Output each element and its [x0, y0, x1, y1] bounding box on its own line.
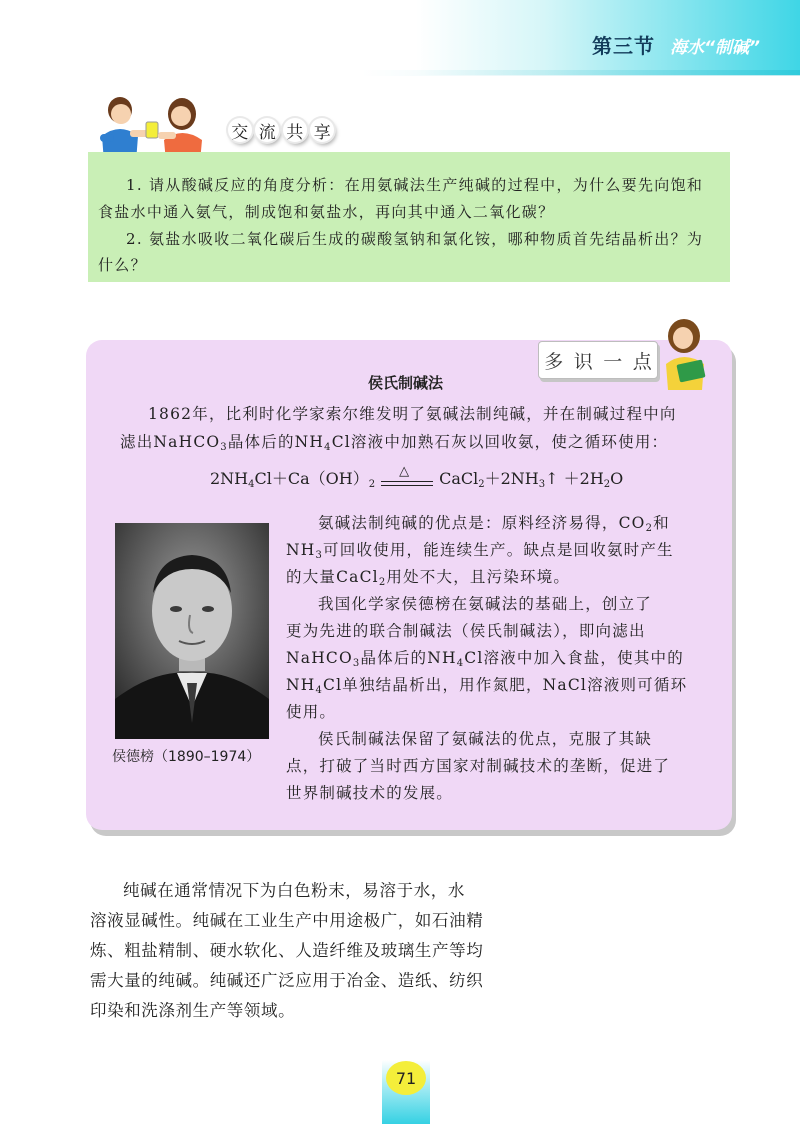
paragraph-1-line-2 [120, 429, 720, 461]
exchange-badge-char: 流 [255, 118, 279, 142]
subscript: 2 [478, 479, 485, 490]
subscript: 2 [368, 479, 376, 490]
text-run: NH [286, 541, 316, 559]
question-2-line-2: 什么？ [98, 256, 147, 274]
paragraph-4-line-1: 侯氏制碱法保留了氨碱法的优点，克服了其缺 [318, 730, 653, 748]
more-knowledge-badge [538, 341, 658, 379]
exchange-badge-char: 交 [228, 118, 252, 142]
question-1-line-2: 食盐水中通入氨气，制成饱和氨盐水，再向其中通入二氧化碳？ [98, 203, 555, 221]
text-run: O [610, 469, 624, 488]
body-paragraph [90, 876, 522, 1026]
text-run: 晶体后的NH [227, 433, 325, 451]
heat-condition-arrow [379, 463, 435, 490]
subscript: 3 [538, 479, 546, 490]
reading-girl-illustration [656, 318, 716, 390]
paragraph-3-line-2: 更为先进的联合制碱法（侯氏制碱法），即向滤出 [286, 622, 646, 640]
exchange-badge [226, 110, 336, 150]
box-title: 侯氏制碱法 [368, 374, 444, 392]
text-run: Cl单独结晶析出，用作氮肥，NaCl溶液则可循环 [323, 676, 688, 694]
text-run: 用处不大，且污染环境。 [386, 568, 571, 586]
subscript: 4 [248, 479, 255, 490]
subscript: 3 [220, 442, 228, 453]
subscript: 4 [324, 442, 332, 453]
text-run: 2NH [210, 469, 249, 488]
subscript: 3 [352, 658, 361, 669]
body-line: 印染和洗涤剂生产等领域。 [90, 1001, 296, 1020]
subscript: 2 [645, 523, 654, 534]
text-run: NH [286, 676, 316, 694]
subscript: 4 [456, 658, 465, 669]
text-run: 滤出NaHCO [120, 433, 221, 451]
text-run: 晶体后的NH [360, 649, 457, 667]
more-knowledge-badge-char: 一 [603, 350, 623, 373]
section-title [592, 30, 760, 59]
subscript: 2 [603, 479, 611, 490]
text-run: 的大量CaCl [286, 568, 379, 586]
paragraph-1-line-1: 1862年，比利时化学家索尔维发明了氨碱法制纯碱，并在制碱过程中向 [148, 405, 677, 423]
more-knowledge-badge-char: 点 [632, 350, 652, 373]
portrait-caption: 侯德榜（1890–1974） [112, 749, 261, 765]
text-run: Cl溶液中加入食盐，使其中的 [464, 649, 684, 667]
exchange-box [88, 152, 730, 282]
text-run: CaCl [439, 469, 479, 488]
text-run: Cl溶液中加熟石灰以回收氨，使之循环使用： [331, 433, 669, 451]
exchange-badge-char: 享 [310, 118, 334, 142]
chemical-equation [210, 463, 624, 490]
page-number: 71 [386, 1061, 426, 1095]
section-number: 第三节 [592, 34, 655, 58]
hou-debang-portrait [115, 523, 269, 739]
heat-symbol: △ [399, 463, 410, 479]
exchange-badge-char: 共 [283, 118, 307, 142]
more-knowledge-badge-char: 识 [573, 350, 593, 373]
equals-line [381, 481, 433, 482]
text-run: 可回收使用，能连续生产。缺点是回收氨时产生 [323, 541, 674, 559]
body-line: 需大量的纯碱。纯碱还广泛应用于冶金、造纸、纺织 [90, 971, 484, 990]
header-shadow [360, 70, 800, 76]
text-run: 氨碱法制纯碱的优点是：原料经济易得，CO [318, 514, 646, 532]
paragraph-4-line-3: 世界制碱技术的发展。 [286, 784, 454, 802]
equals-line [381, 485, 433, 486]
body-line: 溶液显碱性。纯碱在工业生产中用途极广，如石油精 [90, 911, 484, 930]
subscript: 3 [315, 550, 324, 561]
text-run: ↑ ＋2H [545, 469, 604, 488]
paragraph-3-line-5: 使用。 [286, 703, 337, 721]
subscript: 4 [315, 685, 324, 696]
text-run: ＋2NH [484, 469, 539, 488]
body-line: 炼、粗盐精制、硬水软化、人造纤维及玻璃生产等均 [90, 941, 484, 960]
body-line: 纯碱在通常情况下为白色粉末，易溶于水，水 [123, 881, 465, 900]
question-2-line-1: 2. 氨盐水吸收二氧化碳后生成的碳酸氢钠和氯化铵，哪种物质首先结晶析出？为 [126, 230, 704, 248]
more-knowledge-badge-char: 多 [544, 350, 564, 373]
question-1-line-1: 1. 请从酸碱反应的角度分析：在用氨碱法生产纯碱的过程中，为什么要先向饱和 [126, 176, 704, 194]
text-run: NaHCO [286, 649, 353, 667]
paragraph-3-line-1: 我国化学家侯德榜在氨碱法的基础上，创立了 [318, 595, 653, 613]
paragraph-4-line-2: 点，打破了当时西方国家对制碱技术的垄断，促进了 [286, 757, 671, 775]
subscript: 2 [378, 577, 387, 588]
text-run: Cl＋Ca（OH） [254, 469, 369, 488]
text-run: 和 [653, 514, 670, 532]
section-name: 海水“制碱” [670, 38, 760, 58]
